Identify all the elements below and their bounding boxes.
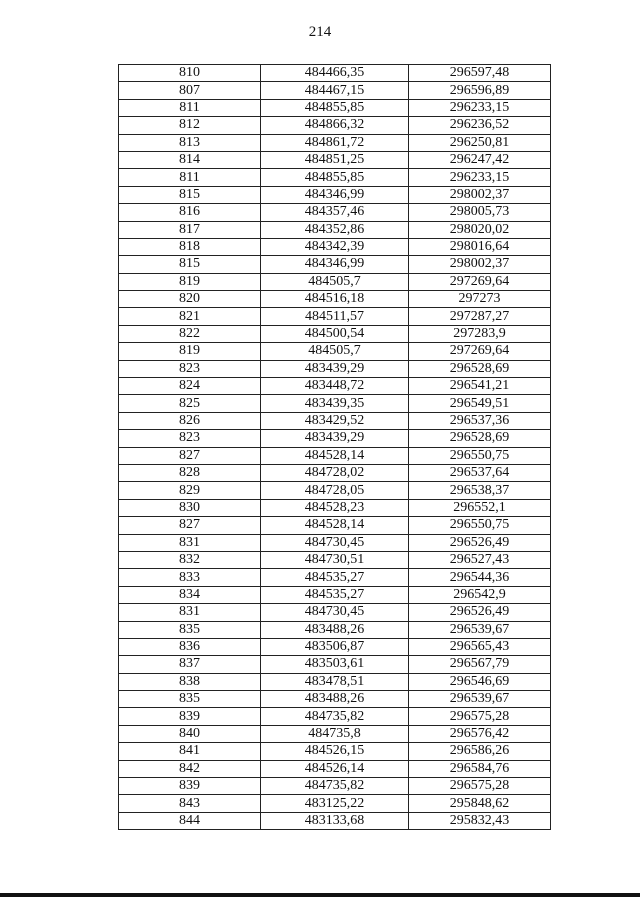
table-row xyxy=(119,517,551,534)
y-coordinate-cell: 296233,15 xyxy=(409,99,551,116)
point-number-cell: 811 xyxy=(119,99,261,116)
x-coordinate-cell: 484866,32 xyxy=(261,117,409,134)
y-coordinate-cell: 296247,42 xyxy=(409,151,551,168)
point-number-cell: 843 xyxy=(119,795,261,812)
point-number-cell: 831 xyxy=(119,604,261,621)
x-coordinate-cell: 484526,14 xyxy=(261,760,409,777)
table-row xyxy=(119,430,551,447)
x-coordinate-cell: 484342,39 xyxy=(261,238,409,255)
table-row xyxy=(119,638,551,655)
y-coordinate-cell: 296528,69 xyxy=(409,430,551,447)
point-number-cell: 821 xyxy=(119,308,261,325)
point-number-cell: 834 xyxy=(119,586,261,603)
y-coordinate-cell: 296575,28 xyxy=(409,778,551,795)
x-coordinate-cell: 484528,23 xyxy=(261,499,409,516)
y-coordinate-cell: 297269,64 xyxy=(409,343,551,360)
point-number-cell: 813 xyxy=(119,134,261,151)
table-row xyxy=(119,760,551,777)
table-row xyxy=(119,499,551,516)
table-row xyxy=(119,586,551,603)
point-number-cell: 817 xyxy=(119,221,261,238)
x-coordinate-cell: 484352,86 xyxy=(261,221,409,238)
y-coordinate-cell: 298002,37 xyxy=(409,256,551,273)
y-coordinate-cell: 298016,64 xyxy=(409,238,551,255)
point-number-cell: 826 xyxy=(119,412,261,429)
y-coordinate-cell: 296549,51 xyxy=(409,395,551,412)
point-number-cell: 818 xyxy=(119,238,261,255)
table-row xyxy=(119,65,551,82)
y-coordinate-cell: 297273 xyxy=(409,291,551,308)
y-coordinate-cell: 296541,21 xyxy=(409,378,551,395)
point-number-cell: 839 xyxy=(119,778,261,795)
y-coordinate-cell: 296567,79 xyxy=(409,656,551,673)
y-coordinate-cell: 296526,49 xyxy=(409,604,551,621)
y-coordinate-cell: 296597,48 xyxy=(409,65,551,82)
coordinates-table-body xyxy=(119,65,551,830)
x-coordinate-cell: 484851,25 xyxy=(261,151,409,168)
point-number-cell: 824 xyxy=(119,378,261,395)
point-number-cell: 819 xyxy=(119,273,261,290)
table-row xyxy=(119,656,551,673)
x-coordinate-cell: 484728,05 xyxy=(261,482,409,499)
point-number-cell: 836 xyxy=(119,638,261,655)
point-number-cell: 827 xyxy=(119,447,261,464)
y-coordinate-cell: 296586,26 xyxy=(409,743,551,760)
table-row xyxy=(119,743,551,760)
y-coordinate-cell: 298002,37 xyxy=(409,186,551,203)
y-coordinate-cell: 296584,76 xyxy=(409,760,551,777)
x-coordinate-cell: 484346,99 xyxy=(261,256,409,273)
table-row xyxy=(119,395,551,412)
table-row xyxy=(119,273,551,290)
x-coordinate-cell: 483503,61 xyxy=(261,656,409,673)
table-row xyxy=(119,795,551,812)
point-number-cell: 820 xyxy=(119,291,261,308)
x-coordinate-cell: 484855,85 xyxy=(261,99,409,116)
x-coordinate-cell: 484861,72 xyxy=(261,134,409,151)
point-number-cell: 844 xyxy=(119,812,261,829)
y-coordinate-cell: 296526,49 xyxy=(409,534,551,551)
table-row xyxy=(119,238,551,255)
y-coordinate-cell: 296550,75 xyxy=(409,517,551,534)
y-coordinate-cell: 296542,9 xyxy=(409,586,551,603)
table-row xyxy=(119,621,551,638)
y-coordinate-cell: 296236,52 xyxy=(409,117,551,134)
y-coordinate-cell: 296539,67 xyxy=(409,691,551,708)
point-number-cell: 823 xyxy=(119,430,261,447)
point-number-cell: 814 xyxy=(119,151,261,168)
x-coordinate-cell: 484735,82 xyxy=(261,708,409,725)
table-row xyxy=(119,134,551,151)
table-row xyxy=(119,604,551,621)
y-coordinate-cell: 295832,43 xyxy=(409,812,551,829)
x-coordinate-cell: 483478,51 xyxy=(261,673,409,690)
table-row xyxy=(119,673,551,690)
x-coordinate-cell: 483439,35 xyxy=(261,395,409,412)
table-row xyxy=(119,534,551,551)
point-number-cell: 828 xyxy=(119,464,261,481)
point-number-cell: 841 xyxy=(119,743,261,760)
point-number-cell: 815 xyxy=(119,186,261,203)
x-coordinate-cell: 484466,35 xyxy=(261,65,409,82)
x-coordinate-cell: 484535,27 xyxy=(261,586,409,603)
point-number-cell: 827 xyxy=(119,517,261,534)
x-coordinate-cell: 484730,51 xyxy=(261,551,409,568)
point-number-cell: 825 xyxy=(119,395,261,412)
x-coordinate-cell: 483133,68 xyxy=(261,812,409,829)
table-row xyxy=(119,99,551,116)
table-row xyxy=(119,343,551,360)
table-row xyxy=(119,691,551,708)
point-number-cell: 819 xyxy=(119,343,261,360)
table-row xyxy=(119,204,551,221)
point-number-cell: 838 xyxy=(119,673,261,690)
y-coordinate-cell: 297283,9 xyxy=(409,325,551,342)
x-coordinate-cell: 484730,45 xyxy=(261,534,409,551)
y-coordinate-cell: 296528,69 xyxy=(409,360,551,377)
point-number-cell: 839 xyxy=(119,708,261,725)
point-number-cell: 835 xyxy=(119,621,261,638)
point-number-cell: 807 xyxy=(119,82,261,99)
point-number-cell: 822 xyxy=(119,325,261,342)
x-coordinate-cell: 484505,7 xyxy=(261,343,409,360)
table-row xyxy=(119,117,551,134)
table-row xyxy=(119,308,551,325)
x-coordinate-cell: 484500,54 xyxy=(261,325,409,342)
y-coordinate-cell: 297269,64 xyxy=(409,273,551,290)
point-number-cell: 833 xyxy=(119,569,261,586)
table-row xyxy=(119,169,551,186)
x-coordinate-cell: 483439,29 xyxy=(261,430,409,447)
point-number-cell: 842 xyxy=(119,760,261,777)
x-coordinate-cell: 483506,87 xyxy=(261,638,409,655)
table-row xyxy=(119,482,551,499)
table-row xyxy=(119,708,551,725)
point-number-cell: 812 xyxy=(119,117,261,134)
point-number-cell: 832 xyxy=(119,551,261,568)
y-coordinate-cell: 297287,27 xyxy=(409,308,551,325)
x-coordinate-cell: 484535,27 xyxy=(261,569,409,586)
scan-bottom-edge xyxy=(0,893,640,897)
point-number-cell: 837 xyxy=(119,656,261,673)
point-number-cell: 823 xyxy=(119,360,261,377)
x-coordinate-cell: 483439,29 xyxy=(261,360,409,377)
y-coordinate-cell: 296576,42 xyxy=(409,725,551,742)
y-coordinate-cell: 296565,43 xyxy=(409,638,551,655)
table-row xyxy=(119,464,551,481)
y-coordinate-cell: 296537,64 xyxy=(409,464,551,481)
table-row xyxy=(119,151,551,168)
point-number-cell: 830 xyxy=(119,499,261,516)
point-number-cell: 829 xyxy=(119,482,261,499)
table-row xyxy=(119,412,551,429)
y-coordinate-cell: 296575,28 xyxy=(409,708,551,725)
x-coordinate-cell: 484528,14 xyxy=(261,447,409,464)
y-coordinate-cell: 296552,1 xyxy=(409,499,551,516)
table-row xyxy=(119,221,551,238)
point-number-cell: 811 xyxy=(119,169,261,186)
x-coordinate-cell: 484528,14 xyxy=(261,517,409,534)
x-coordinate-cell: 483429,52 xyxy=(261,412,409,429)
x-coordinate-cell: 484516,18 xyxy=(261,291,409,308)
x-coordinate-cell: 484511,57 xyxy=(261,308,409,325)
y-coordinate-cell: 296550,75 xyxy=(409,447,551,464)
x-coordinate-cell: 484505,7 xyxy=(261,273,409,290)
coordinates-table xyxy=(118,64,551,830)
x-coordinate-cell: 483125,22 xyxy=(261,795,409,812)
table-row xyxy=(119,447,551,464)
point-number-cell: 840 xyxy=(119,725,261,742)
table-row xyxy=(119,291,551,308)
y-coordinate-cell: 296538,37 xyxy=(409,482,551,499)
y-coordinate-cell: 296544,36 xyxy=(409,569,551,586)
page-number: 214 xyxy=(308,24,332,40)
point-number-cell: 816 xyxy=(119,204,261,221)
table-row xyxy=(119,725,551,742)
x-coordinate-cell: 484467,15 xyxy=(261,82,409,99)
y-coordinate-cell: 296233,15 xyxy=(409,169,551,186)
table-row xyxy=(119,569,551,586)
y-coordinate-cell: 296250,81 xyxy=(409,134,551,151)
y-coordinate-cell: 296527,43 xyxy=(409,551,551,568)
y-coordinate-cell: 298020,02 xyxy=(409,221,551,238)
x-coordinate-cell: 484855,85 xyxy=(261,169,409,186)
x-coordinate-cell: 484735,8 xyxy=(261,725,409,742)
x-coordinate-cell: 484730,45 xyxy=(261,604,409,621)
y-coordinate-cell: 296546,69 xyxy=(409,673,551,690)
x-coordinate-cell: 484357,46 xyxy=(261,204,409,221)
x-coordinate-cell: 484735,82 xyxy=(261,778,409,795)
table-row xyxy=(119,378,551,395)
y-coordinate-cell: 298005,73 xyxy=(409,204,551,221)
y-coordinate-cell: 296537,36 xyxy=(409,412,551,429)
point-number-cell: 831 xyxy=(119,534,261,551)
x-coordinate-cell: 484728,02 xyxy=(261,464,409,481)
point-number-cell: 835 xyxy=(119,691,261,708)
table-row xyxy=(119,325,551,342)
table-row xyxy=(119,256,551,273)
y-coordinate-cell: 296596,89 xyxy=(409,82,551,99)
table-row xyxy=(119,551,551,568)
table-row xyxy=(119,778,551,795)
y-coordinate-cell: 295848,62 xyxy=(409,795,551,812)
x-coordinate-cell: 484526,15 xyxy=(261,743,409,760)
table-row xyxy=(119,360,551,377)
x-coordinate-cell: 483488,26 xyxy=(261,621,409,638)
x-coordinate-cell: 483448,72 xyxy=(261,378,409,395)
x-coordinate-cell: 483488,26 xyxy=(261,691,409,708)
x-coordinate-cell: 484346,99 xyxy=(261,186,409,203)
point-number-cell: 810 xyxy=(119,65,261,82)
table-row xyxy=(119,812,551,829)
table-row xyxy=(119,82,551,99)
point-number-cell: 815 xyxy=(119,256,261,273)
y-coordinate-cell: 296539,67 xyxy=(409,621,551,638)
table-row xyxy=(119,186,551,203)
